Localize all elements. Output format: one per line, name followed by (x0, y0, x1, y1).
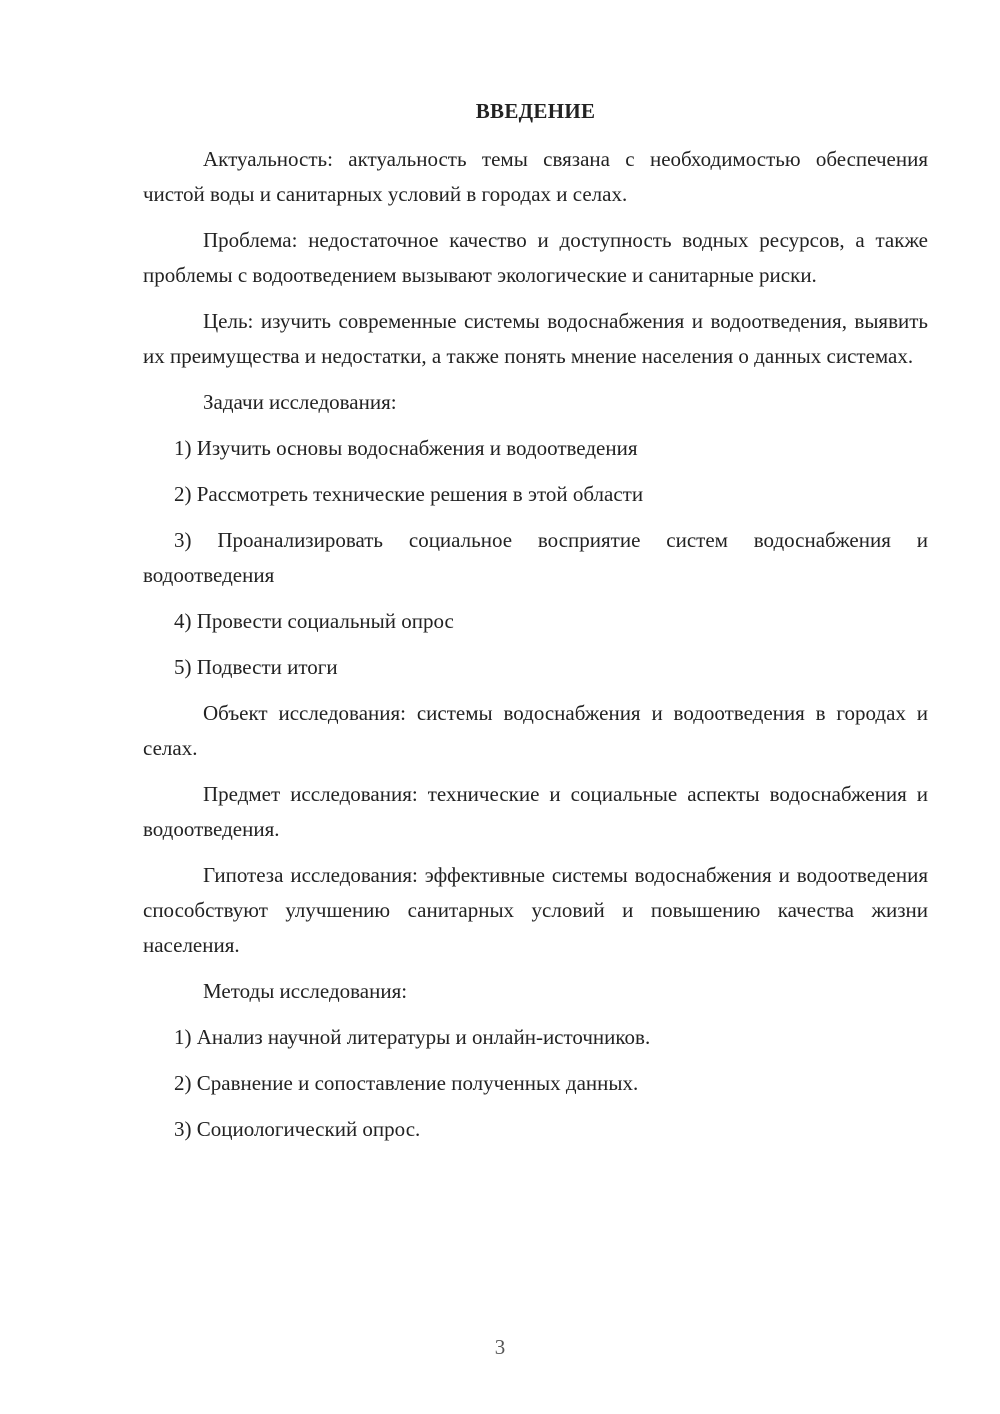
paragraph-methods-heading: Методы исследования: (203, 979, 408, 1003)
paragraph-problem: Проблема: недостаточное качество и доступность водных ресурсов, а также проблемы с водоотведением вызывают экологические и санитарные риски. (143, 228, 928, 287)
method-item: 3) Социологический опрос. (174, 1117, 421, 1141)
task-item: 2) Рассмотреть технические решения в этой области (174, 482, 644, 506)
task-item: 1) Изучить основы водоснабжения и водоотведения (174, 436, 638, 460)
page-title: ВВЕДЕНИЕ (475, 99, 596, 123)
paragraph-hypothesis: Гипотеза исследования: эффективные системы водоснабжения и водоотведения способствуют улучшению санитарных условий и повышению качества жизни населения. (143, 863, 928, 957)
method-item: 2) Сравнение и сопоставление полученных данных. (174, 1071, 639, 1095)
method-item: 1) Анализ научной литературы и онлайн-источников. (174, 1025, 651, 1049)
task-item: 5) Подвести итоги (174, 655, 338, 679)
page-number: 3 (494, 1335, 506, 1359)
paragraph-subject: Предмет исследования: технические и социальные аспекты водоснабжения и водоотведения. (143, 782, 928, 841)
task-item: 4) Провести социальный опрос (174, 609, 454, 633)
task-item: 3) Проанализировать социальное восприятие систем водоснабжения и водоотведения (143, 528, 928, 587)
paragraph-goal: Цель: изучить современные системы водоснабжения и водоотведения, выявить их преимущества и недостатки, а также понять мнение населения о данных системах. (143, 309, 928, 368)
document-body (143, 142, 928, 1158)
paragraph-relevance: Актуальность: актуальность темы связана с необходимостью обеспечения чистой воды и санитарных условий в городах и селах. (143, 147, 928, 206)
paragraph-object: Объект исследования: системы водоснабжения и водоотведения в городах и селах. (143, 701, 928, 760)
paragraph-tasks-heading: Задачи исследования: (203, 390, 397, 414)
